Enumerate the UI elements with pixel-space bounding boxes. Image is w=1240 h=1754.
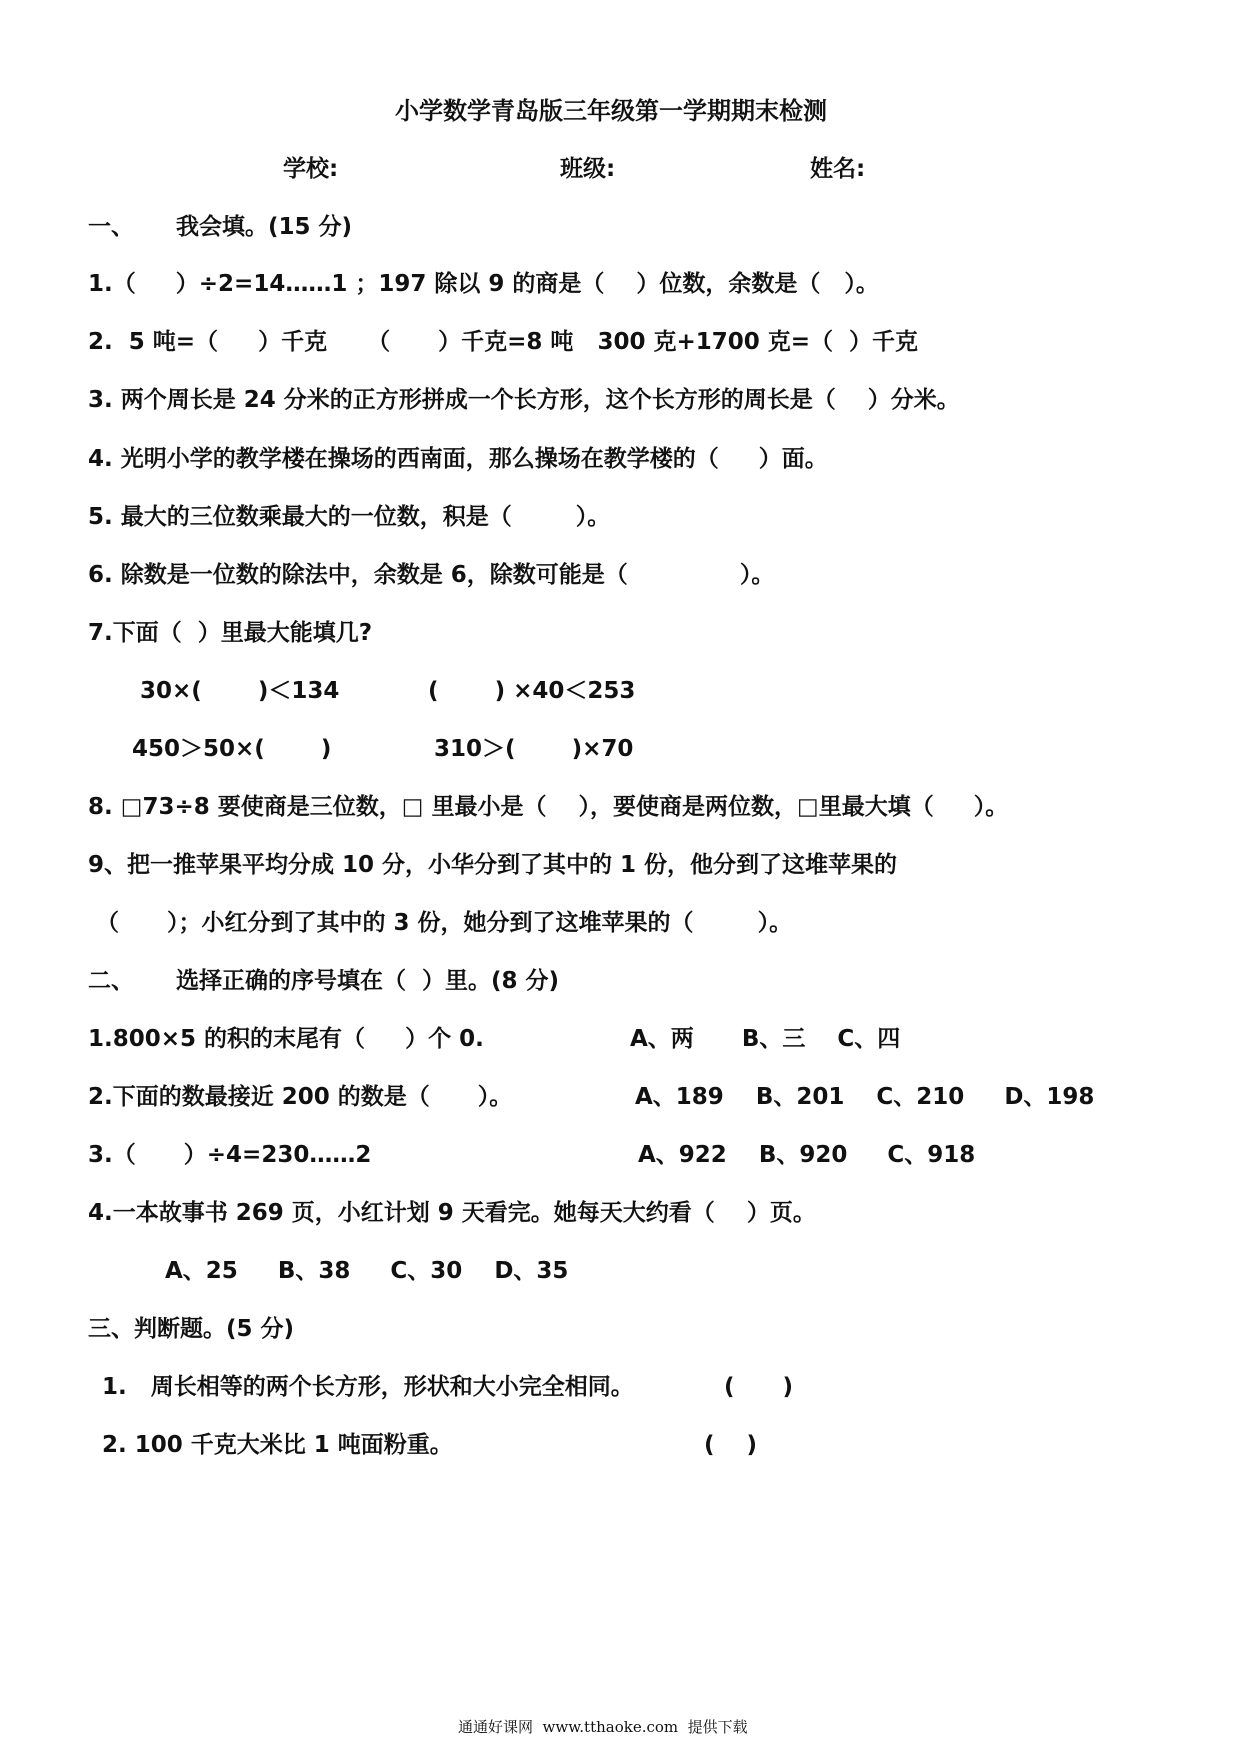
section2-heading-number: 二、 [88,968,134,994]
s2-question-2: 2.下面的数最接近 200 的数是（ ）。 [88,1084,513,1110]
s3-question-2-blank: ( ) [704,1432,758,1458]
s2-question-4-options: A、25 B、38 C、30 D、35 [165,1258,569,1284]
s3-question-1-blank: ( ) [724,1374,794,1400]
s3-question-2: 2. 100 千克大米比 1 吨面粉重。 [102,1432,453,1458]
s1-question-5: 5. 最大的三位数乘最大的一位数，积是（ ）。 [88,504,611,530]
section1-heading: 我会填。(15 分) [176,214,353,240]
s2-question-1-options: A、两 B、三 C、四 [630,1026,901,1052]
s1-question-7-item-c: 450＞50×( ) [132,736,332,762]
section1-heading-number: 一、 [88,214,134,240]
s2-question-4: 4.一本故事书 269 页，小红计划 9 天看完。她每天大约看（ ）页。 [88,1200,816,1226]
s1-question-1: 1.（ ）÷2=14……1 ；197 除以 9 的商是（ ）位数，余数是（ ）。 [88,271,879,297]
school-label: 学校: [283,156,339,182]
page-footer: 通通好课网 www.tthaoke.com 提供下载 [458,1718,748,1736]
s1-question-4: 4. 光明小学的教学楼在操场的西南面，那么操场在教学楼的（ ）面。 [88,446,828,472]
s1-question-7: 7.下面（ ）里最大能填几? [88,620,373,646]
s2-question-3: 3.（ ）÷4=230……2 [88,1142,372,1168]
s3-question-1: 1. 周长相等的两个长方形，形状和大小完全相同。 [102,1374,634,1400]
s2-question-2-options: A、189 B、201 C、210 D、198 [635,1084,1095,1110]
s1-question-7-item-d: 310＞( )×70 [434,736,634,762]
s1-question-8: 8. □73÷8 要使商是三位数，□ 里最小是（ ），要使商是两位数，□里最大填（ ）。 [88,794,1009,820]
s1-question-7-item-b: ( ) ×40＜253 [428,678,636,704]
s1-question-6: 6. 除数是一位数的除法中，余数是 6，除数可能是（ ）。 [88,562,775,588]
section3-heading: 三、判断题。(5 分) [88,1316,295,1342]
exam-title: 小学数学青岛版三年级第一学期期末检测 [395,97,827,125]
section2-heading: 选择正确的序号填在（ ）里。(8 分) [176,968,560,994]
s2-question-1: 1.800×5 的积的末尾有（ ）个 0. [88,1026,484,1052]
s1-question-3: 3. 两个周长是 24 分米的正方形拼成一个长方形，这个长方形的周长是（ ）分米。 [88,387,960,413]
s1-question-7-item-a: 30×( )＜134 [140,678,340,704]
s1-question-2: 2. 5 吨=（ ）千克 （ ）千克=8 吨 300 克+1700 克=（ ）千克 [88,329,919,355]
s2-question-3-options: A、922 B、920 C、918 [638,1142,976,1168]
class-label: 班级: [560,156,616,182]
name-label: 姓名: [810,156,866,182]
s1-question-9-line2: （ ）；小红分到了其中的 3 份，她分到了这堆苹果的（ ）。 [96,910,793,936]
s1-question-9-line1: 9、把一推苹果平均分成 10 分，小华分到了其中的 1 份，他分到了这堆苹果的 [88,852,898,878]
